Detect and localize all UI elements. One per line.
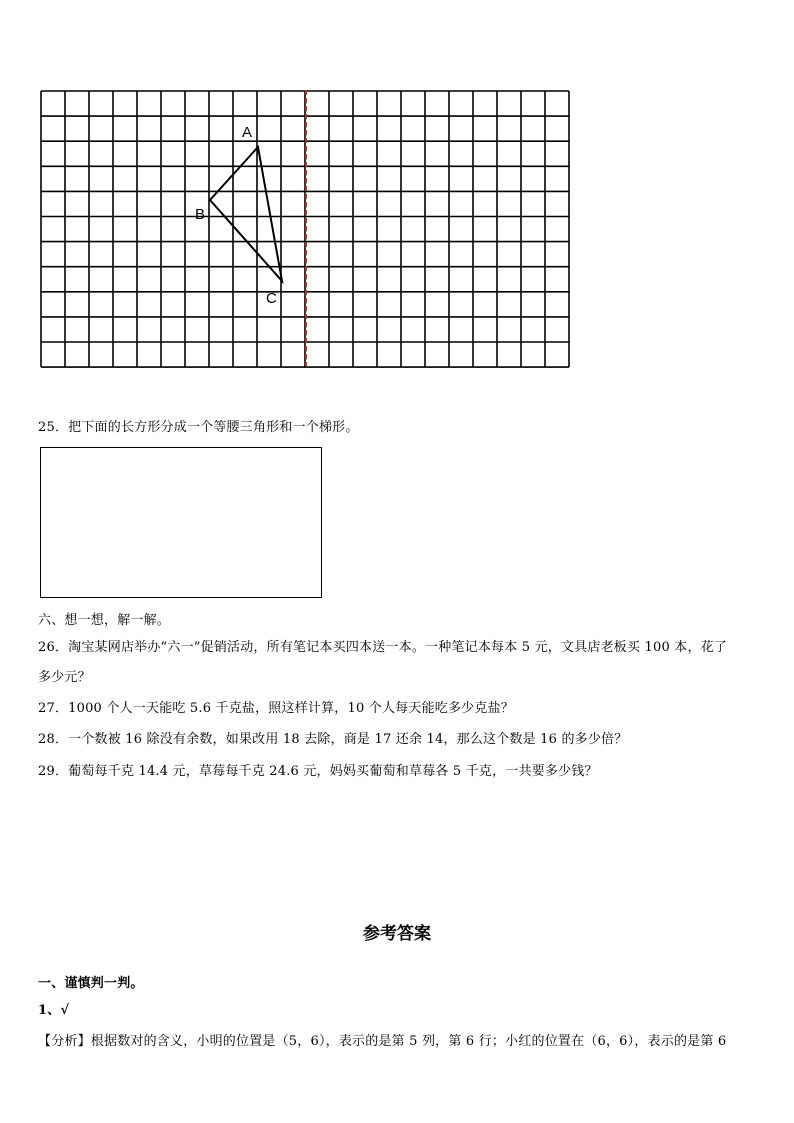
answer-analysis: 【分析】根据数对的含义，小明的位置是（5，6），表示的是第 5 列，第 6 行；小红的位置在（6，6），表示的是第 6 xyxy=(38,1034,727,1049)
vertex-label-c: C xyxy=(266,290,277,307)
question-26-line1: 26．淘宝某网店举办“六一”促销活动，所有笔记本买四本送一本。一种笔记本每本 5 元，文具店老板买 100 本，花了 xyxy=(38,640,728,655)
question-26-line2: 多少元？ xyxy=(38,670,91,685)
answer-item-1: 1、√ xyxy=(38,1003,70,1018)
vertex-label-b: B xyxy=(195,206,206,223)
question-27: 27．1000 个人一天能吃 5.6 千克盐，照这样计算，10 个人每天能吃多少克盐？ xyxy=(38,701,514,716)
vertex-label-a: A xyxy=(242,124,253,141)
section-6-title: 六、想一想，解一解。 xyxy=(38,613,171,628)
question-25: 25．把下面的长方形分成一个等腰三角形和一个梯形。 xyxy=(38,420,359,435)
grid-figure xyxy=(40,90,574,396)
answers-title: 参考答案 xyxy=(363,924,431,944)
question-29: 29．葡萄每千克 14.4 元，草莓每千克 24.6 元，妈妈买葡萄和草莓各 5 千克，一共要多少钱？ xyxy=(38,764,598,779)
answers-section-1: 一、谨慎判一判。 xyxy=(38,976,144,991)
triangle-abc xyxy=(210,147,282,281)
rectangle-box xyxy=(40,447,322,598)
question-28: 28．一个数被 16 除没有余数，如果改用 18 去除，商是 17 还余 14，那么这个数是 16 的多少倍？ xyxy=(38,732,628,747)
